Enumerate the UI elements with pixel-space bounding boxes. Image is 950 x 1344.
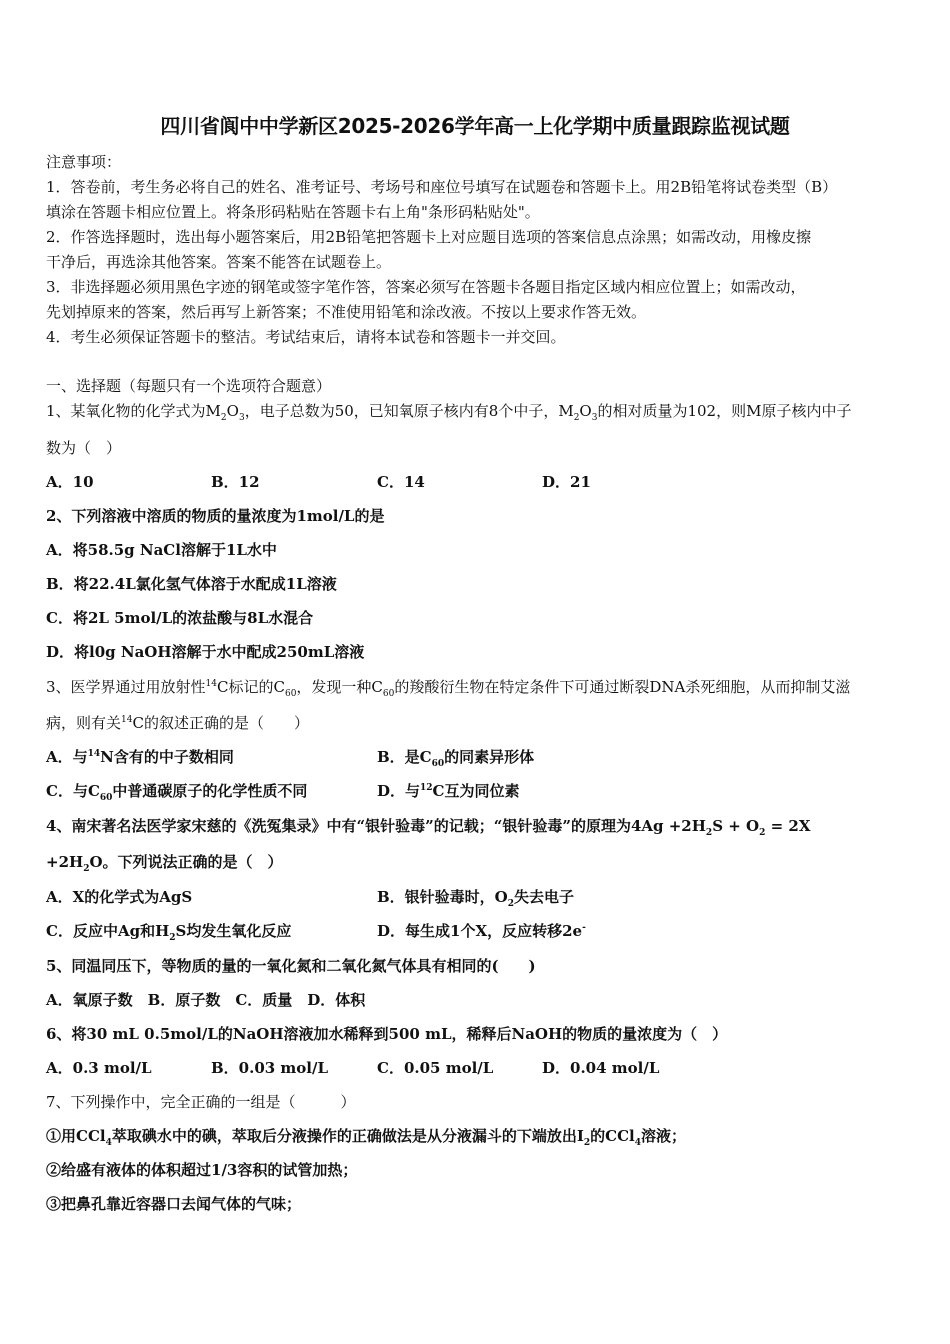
q2-option-a: A．将58.5g NaCl溶解于1L水中: [46, 541, 277, 559]
q1-option-b: B．12: [211, 473, 260, 491]
q3-option-b: B．是$C_{60}$的同素异形体: [377, 748, 535, 769]
section-heading: 一、选择题（每题只有一个选项符合题意）: [46, 377, 332, 395]
q2-option-b: B．将22.4L氯化氢气体溶于水配成1L溶液: [46, 575, 337, 593]
q7-item-2: ②给盛有液体的体积超过1/3容积的试管加热；: [46, 1161, 358, 1179]
question-2-stem: 2、下列溶液中溶质的物质的量浓度为1mol/L的是: [46, 507, 385, 525]
q6-option-d: D．0.04 mol/L: [542, 1059, 660, 1077]
notice-item-1b: 填涂在答题卡相应位置上。将条形码粘贴在答题卡右上角"条形码粘贴处"。: [46, 203, 540, 221]
question-1-stem: 1、某氧化物的化学式为$M_2O_3$，电子总数为50，已知氧原子核内有8个中子，$M_2O_3$的相对质量为102，则M原子核内中子: [46, 402, 852, 423]
q1-option-a: A．10: [46, 473, 94, 491]
question-4-stem-cont: $+2H_2O$。下列说法正确的是（ ）: [46, 853, 283, 874]
q3-option-a: A．与$^{14}$N含有的中子数相同: [46, 748, 234, 766]
q7-item-1: ①用CCl$_4$萃取碘水中的碘，萃取后分液操作的正确做法是从分液漏斗的下端放出$I_2$的CCl$_4$溶液；: [46, 1127, 686, 1148]
question-6-stem: 6、将30 mL 0.5mol/L的NaOH溶液加水稀释到500 mL，稀释后NaOH的物质的量浓度为（ ）: [46, 1025, 728, 1043]
q4-option-d: D．每生成1个X，反应转移2e-: [377, 922, 586, 940]
q7-item-3: ③把鼻孔靠近容器口去闻气体的气味；: [46, 1195, 302, 1213]
question-3-stem: 3、医学界通过用放射性$^{14}$C标记的$C_{60}$，发现一种$C_{60}$的羧酸衍生物在特定条件下可通过断裂DNA杀死细胞，从而抑制艾滋: [46, 678, 851, 699]
q1-option-d: D．21: [542, 473, 591, 491]
q4-option-c: C．反应中Ag和$H_2S$均发生氧化反应: [46, 922, 292, 943]
q1-option-c: C．14: [377, 473, 425, 491]
q4-option-a: A．X的化学式为AgS: [46, 888, 193, 906]
q4-option-b: B．银针验毒时，$O_2$失去电子: [377, 888, 575, 909]
notice-heading: 注意事项：: [46, 153, 122, 171]
question-7-stem: 7、下列操作中，完全正确的一组是（ ）: [46, 1093, 356, 1111]
q6-option-b: B．0.03 mol/L: [211, 1059, 329, 1077]
q5-options: A．氧原子数 B．原子数 C．质量 D．体积: [46, 991, 366, 1009]
q6-option-c: C．0.05 mol/L: [377, 1059, 494, 1077]
notice-item-1a: 1．答卷前，考生务必将自己的姓名、准考证号、考场号和座位号填写在试题卷和答题卡上。用2B铅笔将试卷类型（B）: [46, 178, 838, 196]
page-title: 四川省阆中中学新区2025-2026学年高一上化学期中质量跟踪监视试题: [160, 114, 790, 138]
notice-item-4: 4．考生必须保证答题卡的整洁。考试结束后，请将本试卷和答题卡一并交回。: [46, 328, 566, 346]
q6-option-a: A．0.3 mol/L: [46, 1059, 152, 1077]
question-5-stem: 5、同温同压下，等物质的量的一氧化氮和二氧化氮气体具有相同的( ): [46, 957, 536, 975]
question-1-stem-cont: 数为（ ）: [46, 439, 122, 457]
notice-item-2a: 2．作答选择题时，选出每小题答案后，用2B铅笔把答题卡上对应题目选项的答案信息点涂黑；如需改动，用橡皮擦: [46, 228, 812, 246]
q3-option-d: D．与$^{12}$C互为同位素: [377, 782, 520, 800]
notice-item-3a: 3．非选择题必须用黑色字迹的钢笔或签字笔作答，答案必须写在答题卡各题目指定区域内相应位置上；如需改动，: [46, 278, 806, 296]
q3-option-c: C．与$C_{60}$中普通碳原子的化学性质不同: [46, 782, 308, 803]
notice-item-3b: 先划掉原来的答案，然后再写上新答案；不准使用铅笔和涂改液。不按以上要求作答无效。: [46, 303, 647, 321]
q2-option-c: C．将2L 5mol/L的浓盐酸与8L水混合: [46, 609, 314, 627]
question-3-stem-cont: 病，则有关$^{14}$C的叙述正确的是（ ）: [46, 714, 309, 732]
notice-item-2b: 干净后，再选涂其他答案。答案不能答在试题卷上。: [46, 253, 392, 271]
question-4-stem: 4、南宋著名法医学家宋慈的《洗冤集录》中有“银针验毒”的记载；“银针验毒”的原理为$4Ag +2H_2S + O_2 = 2X$: [46, 817, 811, 838]
q2-option-d: D．将l0g NaOH溶解于水中配成250mL溶液: [46, 643, 365, 661]
